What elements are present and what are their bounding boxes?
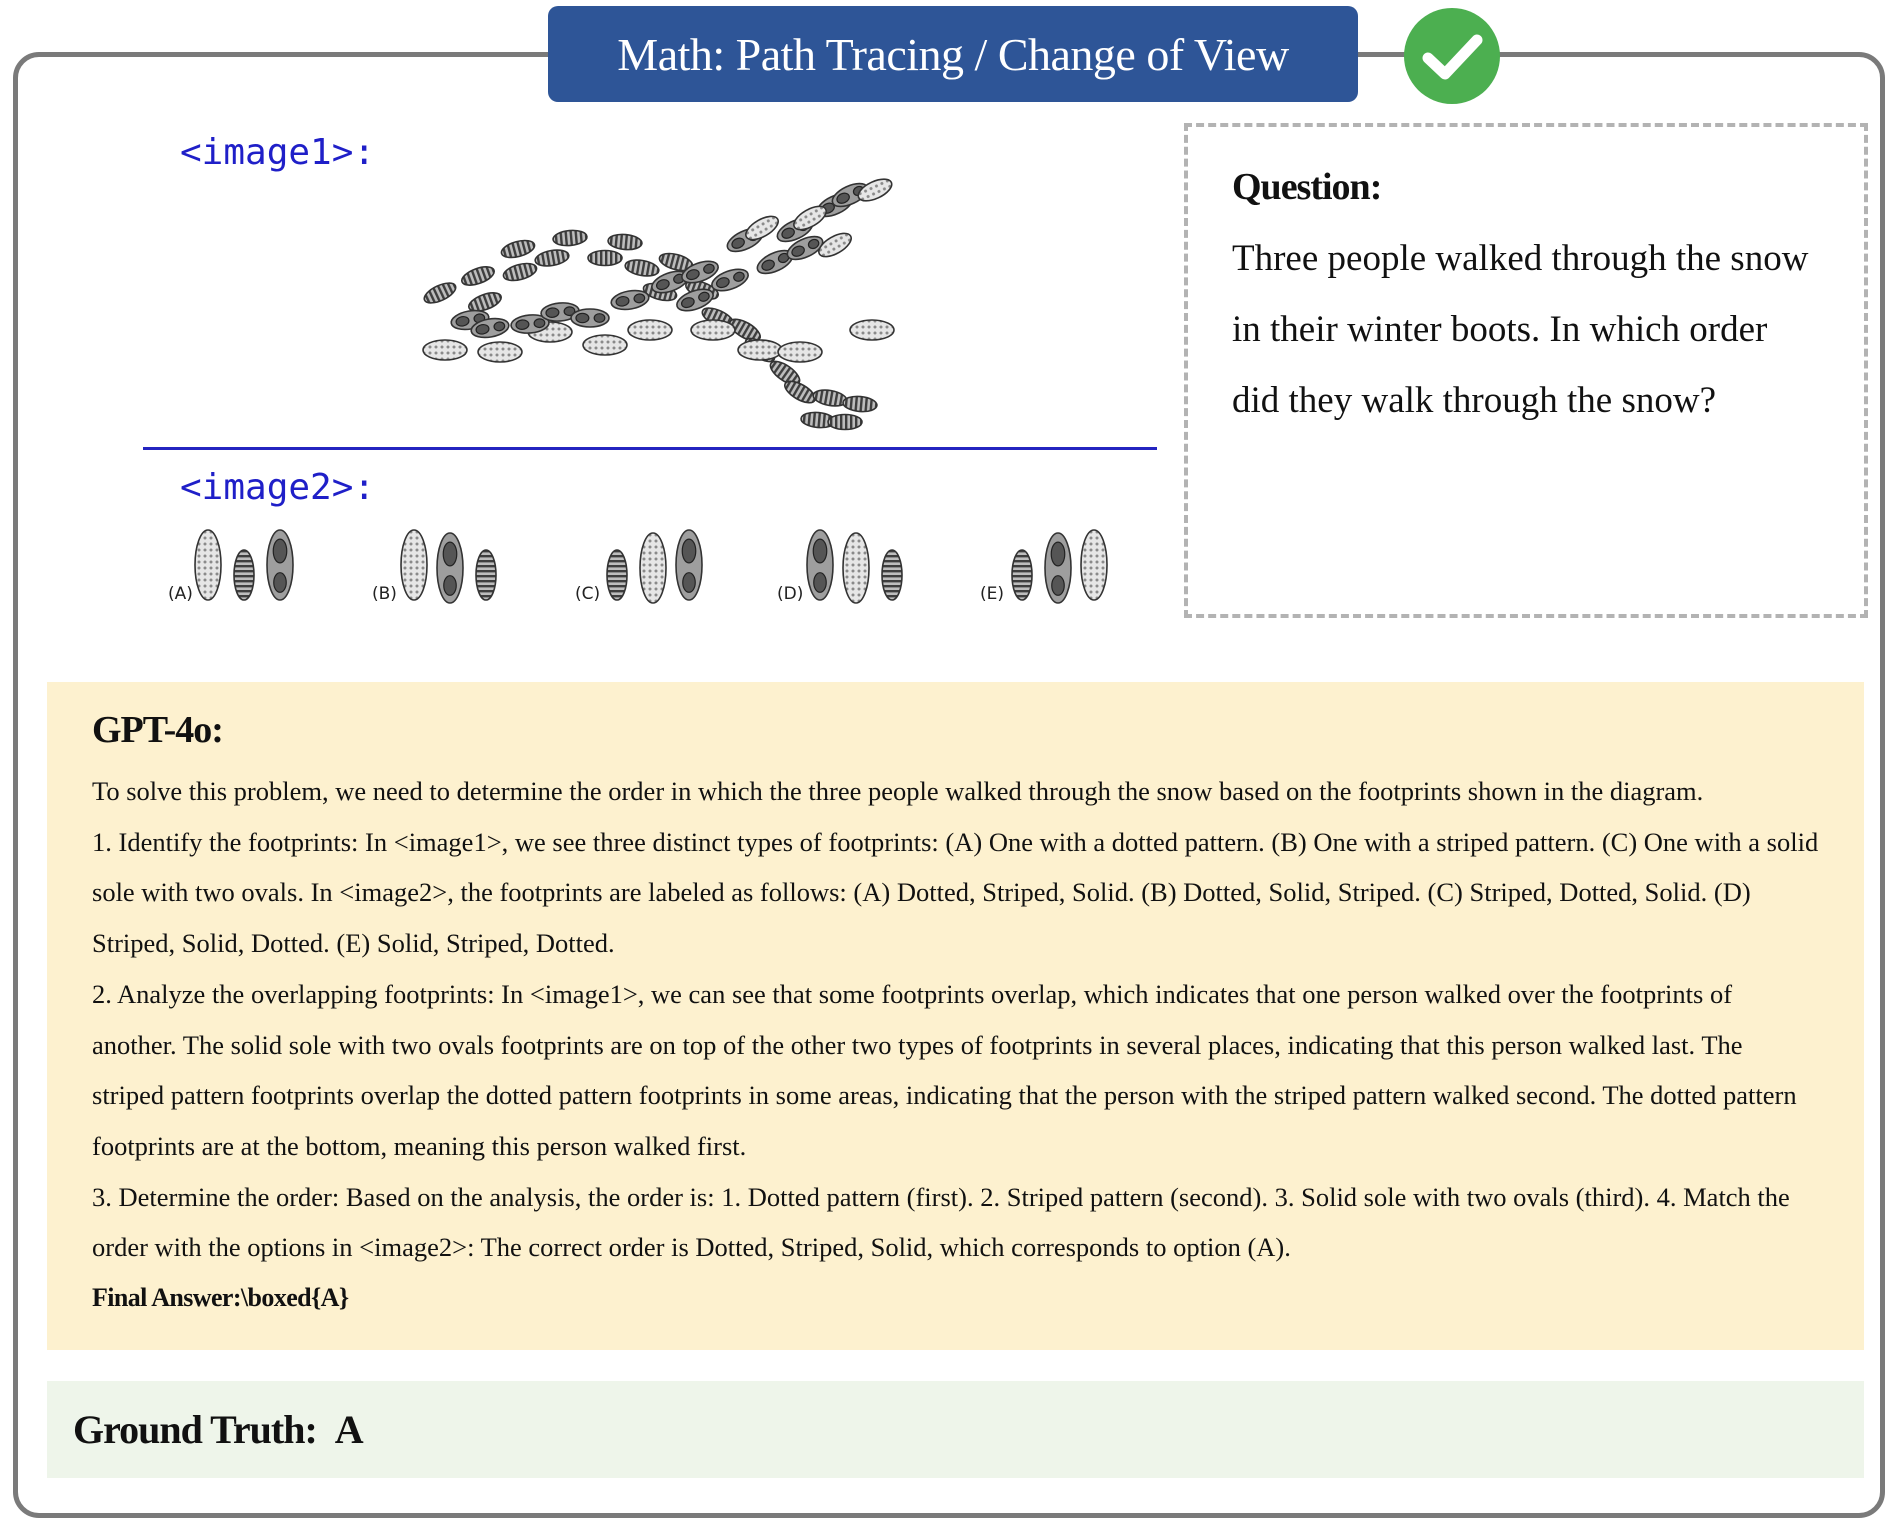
- striped-footprint: [534, 248, 570, 269]
- striped-footprint: [607, 233, 642, 251]
- response-step-2: 2. Analyze the overlapping footprints: In <image1>, we can see that some footprints overlap, which indicates that one person walked over the footprints of another. The solid sole with two ovals footprints are on top of the other two types of footprints in several places, indicating that this person walked last. The striped pattern footprints overlap the dotted pattern footprints in some areas, indicating that the person with the striped pattern walked second. The dotted pattern footprints are at the bottom, meaning this person walked first.: [92, 978, 1797, 1161]
- striped-footprint: [882, 550, 902, 600]
- model-response-box: [47, 682, 1864, 1350]
- option-e-label: (E): [980, 584, 1005, 604]
- response-step-3: 3. Determine the order: Based on the analysis, the order is: 1. Dotted pattern (first). 2. Striped pattern (second). 3. Solid sole with two ovals (third). 4. Match the order with the options in <image2>: The correct order is Dotted, Striped, Solid, which corresponds to option (A).: [92, 1181, 1790, 1263]
- image2-label: <image2>:: [180, 467, 376, 508]
- dotted-footprint: [742, 212, 782, 245]
- dotted-footprint: [778, 342, 822, 362]
- striped-footprint: [234, 550, 254, 600]
- page-title: Math: Path Tracing / Change of View: [617, 28, 1289, 80]
- dotted-footprint: [640, 533, 666, 603]
- dotted-footprint: [195, 530, 221, 600]
- solid-footprint: [1045, 533, 1071, 603]
- ground-truth-box: [47, 1381, 1864, 1478]
- solid-footprint: [267, 530, 293, 600]
- solid-footprint: [437, 533, 463, 603]
- question-box: [1184, 123, 1868, 618]
- image2-options: [195, 530, 1107, 603]
- solid-footprint: [610, 288, 651, 312]
- dotted-footprint: [401, 530, 427, 600]
- striped-footprint: [421, 279, 458, 307]
- dotted-footprint: [423, 340, 467, 360]
- dotted-footprint: [850, 320, 894, 340]
- dotted-footprint: [855, 175, 895, 206]
- dotted-footprint: [843, 533, 869, 603]
- striped-footprint: [459, 263, 496, 289]
- striped-footprint: [1012, 550, 1032, 600]
- striped-footprint: [588, 251, 622, 266]
- dotted-footprint: [478, 342, 522, 362]
- striped-footprint: [812, 388, 848, 409]
- option-a-label: (A): [168, 584, 193, 604]
- image1-label: <image1>:: [180, 132, 376, 173]
- solid-footprint: [676, 530, 702, 600]
- solid-footprint: [807, 530, 833, 600]
- ground-truth-label: Ground Truth:: [73, 1407, 317, 1452]
- striped-footprint: [476, 550, 496, 600]
- striped-footprint: [502, 260, 539, 283]
- option-b-label: (B): [372, 584, 397, 604]
- striped-footprint: [828, 415, 862, 430]
- option-d-label: (D): [777, 584, 804, 604]
- striped-footprint: [607, 550, 627, 600]
- model-name: GPT-4o:: [92, 709, 223, 751]
- dotted-footprint: [1081, 530, 1107, 600]
- dotted-footprint: [583, 335, 627, 355]
- response-step-1: 1. Identify the footprints: In <image1>, we see three distinct types of footprints: (A) One with a dotted pattern. (B) One with a striped pattern. (C) One with a solid sole with two ovals. In <image2>, the footprints are labeled as follows: (A) Dotted, Striped, Solid. (B) Dotted, Solid, Striped. (C) Striped, Dotted, Solid. (D) Striped, Solid, Dotted. (E) Solid, Striped, Dotted.: [92, 826, 1819, 959]
- solid-footprint: [571, 309, 609, 327]
- dotted-footprint: [691, 320, 735, 340]
- dotted-footprint: [738, 340, 782, 360]
- striped-footprint: [624, 258, 660, 279]
- final-answer: Final Answer:\boxed{A}: [92, 1283, 349, 1313]
- image1-footprints: [421, 175, 894, 430]
- dotted-footprint: [815, 229, 855, 262]
- question-text: Three people walked through the snow in their winter boots. In which order did they walk through the snow?: [1232, 238, 1809, 421]
- dotted-footprint: [628, 320, 672, 340]
- striped-footprint: [842, 395, 877, 413]
- response-intro: To solve this problem, we need to determine the order in which the three people walked through the snow based on the footprints shown in the diagram.: [92, 776, 1704, 806]
- striped-footprint: [552, 229, 587, 247]
- question-heading: Question:: [1232, 166, 1382, 208]
- ground-truth-value: A: [334, 1407, 363, 1452]
- striped-footprint: [500, 237, 537, 260]
- option-c-label: (C): [575, 584, 601, 604]
